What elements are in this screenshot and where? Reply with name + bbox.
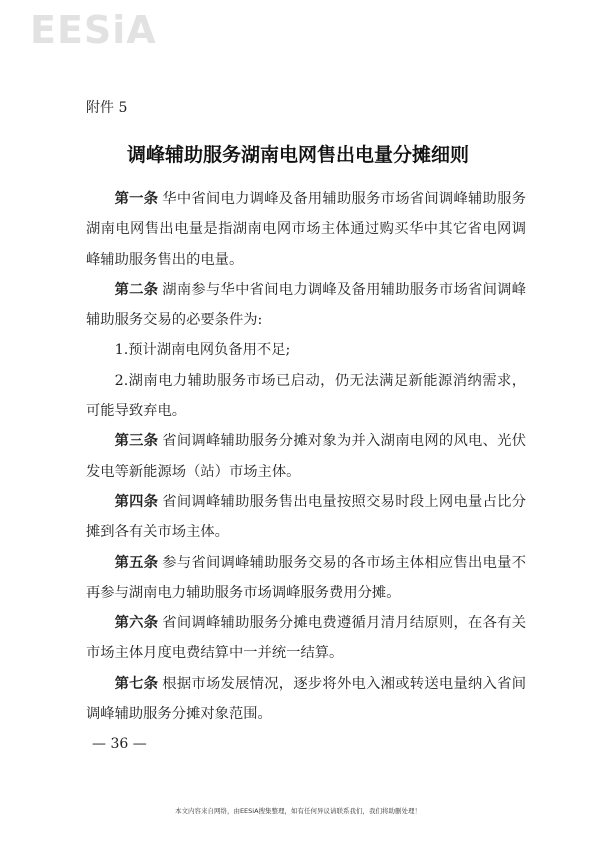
article-heading: 第七条 [114,675,159,692]
article-4 [86,487,526,548]
article-text: 湖南参与华中省间电力调峰及备用辅助服务市场省间调峰辅助服务交易的必要条件为: [86,281,527,329]
article-7 [86,669,526,730]
attachment-label: 附件 5 [86,100,128,116]
article-heading: 第四条 [114,493,159,510]
document-body [86,184,526,729]
article-heading: 第六条 [114,615,159,632]
article-heading: 第五条 [114,554,159,571]
article-3 [86,426,526,487]
article-5 [86,548,526,609]
condition-item-1: 1.预计湖南电网负备用不足; [114,342,291,359]
article-2 [86,275,526,336]
article-text: 根据市场发展情况，逐步将外电入湘或转送电量纳入省间调峰辅助服务分摊对象范围。 [86,675,527,723]
article-heading: 第一条 [114,191,159,207]
condition-item-2: 2.湖南电力辅助服务市场已启动，仍无法满足新能源消纳需求，可能导致弃电。 [86,372,526,420]
article-text: 华中省间电力调峰及备用辅助服务市场省间调峰辅助服务湖南电网售出电量是指湖南电网市场主体通过购买华中其它省电网调峰辅助服务售出的电量。 [86,191,527,268]
article-6 [86,608,526,669]
article-text: 省间调峰辅助服务售出电量按照交易时段上网电量占比分摊到各有关市场主体。 [86,493,527,541]
footer-disclaimer: 本文内容来自网络，由EESiA搜集整理，如有任何异议请联系我们，我们将助删处理！ [174,807,422,815]
article-heading: 第三条 [114,433,159,450]
article-heading: 第二条 [114,281,159,298]
eesia-watermark-logo: EESiA [30,8,157,52]
article-1 [86,184,526,275]
article-text: 省间调峰辅助服务分摊电费遵循月清月结原则，在各有关市场主体月度电费结算中一并统一结算。 [86,615,527,662]
article-text: 参与省间调峰辅助服务交易的各市场主体相应售出电量不再参与湖南电力辅助服务市场调峰服务费用分摊。 [86,554,527,601]
document-title: 调峰辅助服务湖南电网售出电量分摊细则 [126,144,469,166]
article-text: 省间调峰辅助服务分摊对象为并入湖南电网的风电、光伏发电等新能源场（站）市场主体。 [86,433,527,480]
page-number: — 36 — [92,736,147,752]
